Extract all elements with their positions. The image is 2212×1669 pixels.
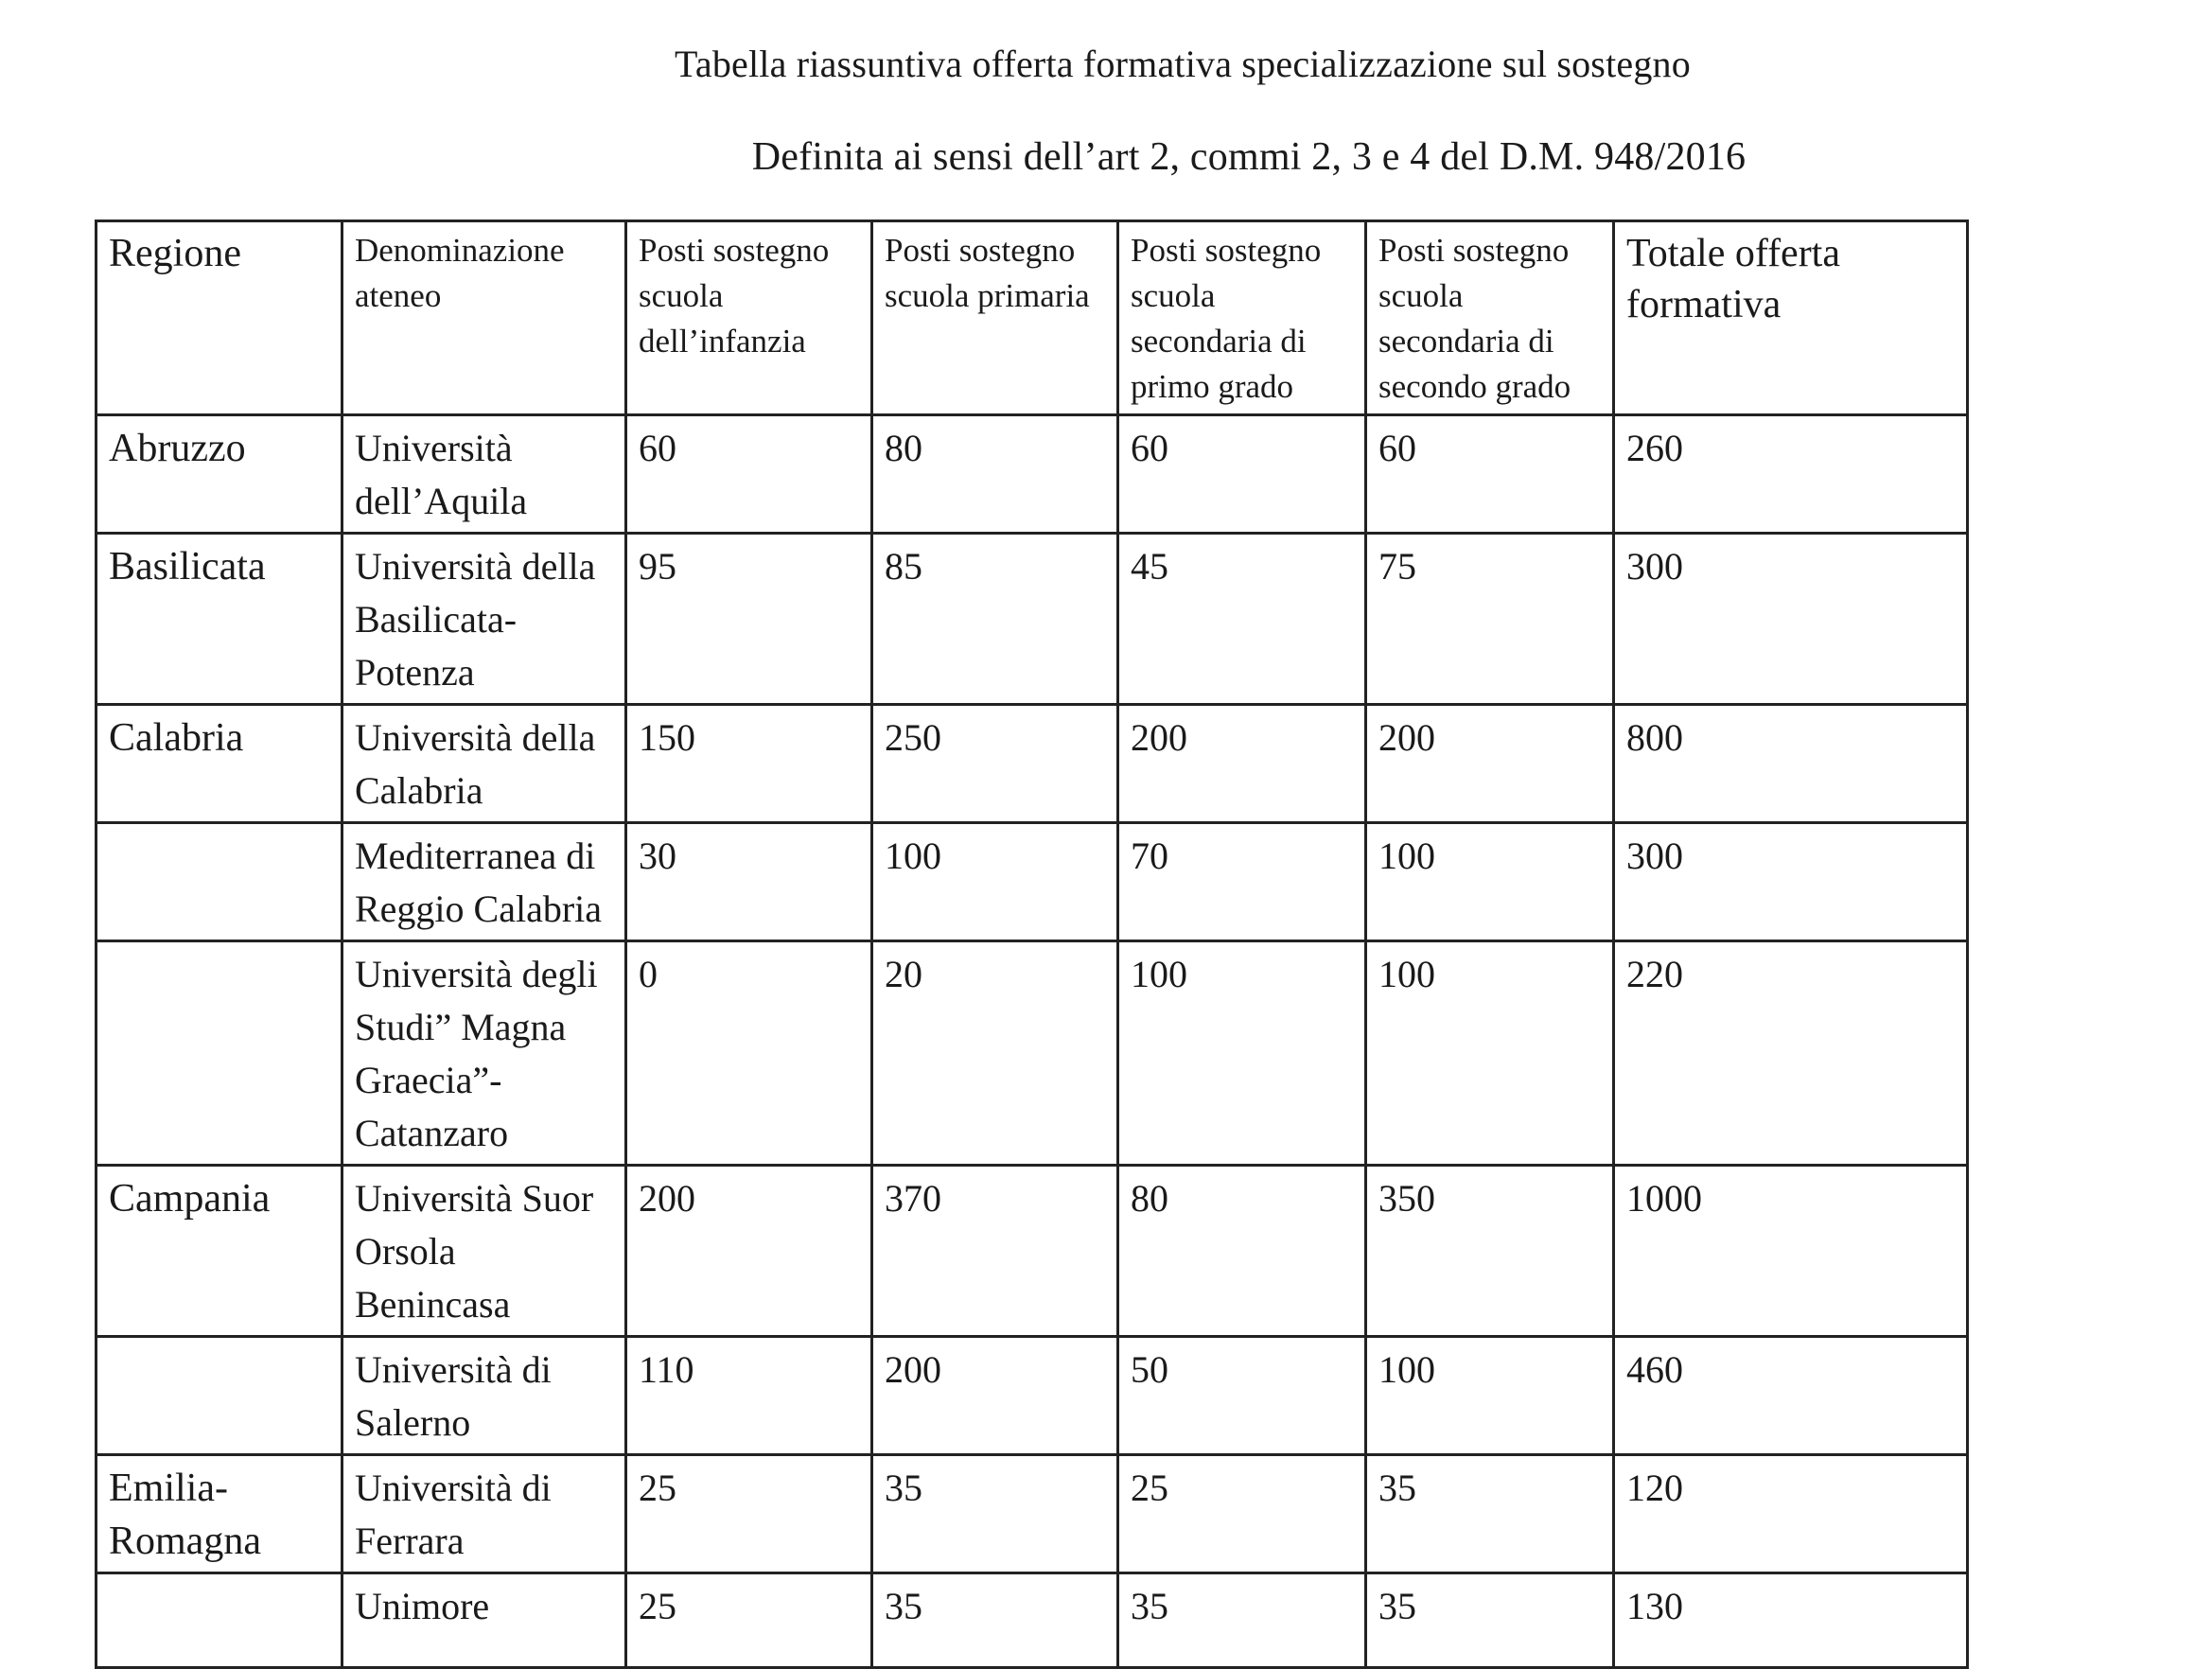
header-regione: Regione	[97, 221, 342, 415]
cell-secondo-grado: 100	[1366, 941, 1614, 1166]
cell-primo-grado: 70	[1118, 823, 1366, 941]
summary-table	[95, 220, 1969, 1669]
cell-infanzia: 95	[626, 534, 872, 705]
cell-primaria: 370	[872, 1166, 1118, 1337]
header-totale: Totale offerta formativa	[1614, 221, 1968, 415]
header-infanzia: Posti sostegno scuola dell’infanzia	[626, 221, 872, 415]
cell-totale: 260	[1614, 415, 1968, 534]
cell-primo-grado: 45	[1118, 534, 1366, 705]
cell-secondo-grado: 75	[1366, 534, 1614, 705]
cell-regione: Basilicata	[97, 534, 342, 705]
cell-primo-grado: 100	[1118, 941, 1366, 1166]
cell-infanzia: 25	[626, 1573, 872, 1668]
cell-primaria: 250	[872, 705, 1118, 823]
table-row	[97, 823, 1968, 941]
cell-ateneo: Università della Calabria	[342, 705, 626, 823]
cell-totale: 1000	[1614, 1166, 1968, 1337]
cell-secondo-grado: 35	[1366, 1455, 1614, 1573]
cell-infanzia: 30	[626, 823, 872, 941]
cell-ateneo: Università della Basilicata-Potenza	[342, 534, 626, 705]
cell-infanzia: 0	[626, 941, 872, 1166]
cell-regione	[97, 823, 342, 941]
document-title: Tabella riassuntiva offerta formativa specializzazione sul sostegno	[675, 43, 1691, 85]
cell-ateneo: Università dell’Aquila	[342, 415, 626, 534]
table-row	[97, 534, 1968, 705]
table-row	[97, 705, 1968, 823]
cell-totale: 220	[1614, 941, 1968, 1166]
cell-ateneo: Unimore	[342, 1573, 626, 1668]
header-ateneo: Denominazione ateneo	[342, 221, 626, 415]
header-primo-grado: Posti sostegno scuola secondaria di primo grado	[1118, 221, 1366, 415]
cell-infanzia: 110	[626, 1337, 872, 1455]
cell-secondo-grado: 200	[1366, 705, 1614, 823]
cell-totale: 300	[1614, 534, 1968, 705]
cell-regione	[97, 941, 342, 1166]
header-primaria: Posti sostegno scuola primaria	[872, 221, 1118, 415]
table-row	[97, 1166, 1968, 1337]
cell-infanzia: 200	[626, 1166, 872, 1337]
cell-regione: Campania	[97, 1166, 342, 1337]
document-subtitle: Definita ai sensi dell’art 2, commi 2, 3 e 4 del D.M. 948/2016	[751, 135, 1747, 179]
table-row	[97, 415, 1968, 534]
cell-ateneo: Università Suor Orsola Benincasa	[342, 1166, 626, 1337]
cell-totale: 120	[1614, 1455, 1968, 1573]
cell-primaria: 20	[872, 941, 1118, 1166]
cell-regione: Emilia-Romagna	[97, 1455, 342, 1573]
header-secondo-grado: Posti sostegno scuola secondaria di secondo grado	[1366, 221, 1614, 415]
table-row	[97, 1573, 1968, 1668]
cell-secondo-grado: 60	[1366, 415, 1614, 534]
cell-ateneo: Università di Salerno	[342, 1337, 626, 1455]
cell-totale: 800	[1614, 705, 1968, 823]
cell-secondo-grado: 100	[1366, 823, 1614, 941]
cell-primo-grado: 60	[1118, 415, 1366, 534]
cell-totale: 460	[1614, 1337, 1968, 1455]
cell-regione	[97, 1337, 342, 1455]
cell-ateneo: Università di Ferrara	[342, 1455, 626, 1573]
cell-totale: 300	[1614, 823, 1968, 941]
cell-totale: 130	[1614, 1573, 1968, 1668]
table-header-row	[97, 221, 1968, 415]
cell-secondo-grado: 350	[1366, 1166, 1614, 1337]
table-row	[97, 1337, 1968, 1455]
cell-infanzia: 25	[626, 1455, 872, 1573]
cell-ateneo: Mediterranea di Reggio Calabria	[342, 823, 626, 941]
cell-primo-grado: 35	[1118, 1573, 1366, 1668]
cell-secondo-grado: 35	[1366, 1573, 1614, 1668]
cell-primaria: 35	[872, 1573, 1118, 1668]
cell-primo-grado: 200	[1118, 705, 1366, 823]
cell-primaria: 100	[872, 823, 1118, 941]
cell-infanzia: 60	[626, 415, 872, 534]
cell-secondo-grado: 100	[1366, 1337, 1614, 1455]
cell-primaria: 80	[872, 415, 1118, 534]
cell-primo-grado: 50	[1118, 1337, 1366, 1455]
cell-regione: Abruzzo	[97, 415, 342, 534]
table-row	[97, 941, 1968, 1166]
cell-regione	[97, 1573, 342, 1668]
cell-regione: Calabria	[97, 705, 342, 823]
cell-infanzia: 150	[626, 705, 872, 823]
cell-primaria: 200	[872, 1337, 1118, 1455]
cell-primo-grado: 25	[1118, 1455, 1366, 1573]
table-row	[97, 1455, 1968, 1573]
cell-primaria: 35	[872, 1455, 1118, 1573]
cell-primo-grado: 80	[1118, 1166, 1366, 1337]
cell-ateneo: Università degli Studi” Magna Graecia”-Catanzaro	[342, 941, 626, 1166]
cell-primaria: 85	[872, 534, 1118, 705]
